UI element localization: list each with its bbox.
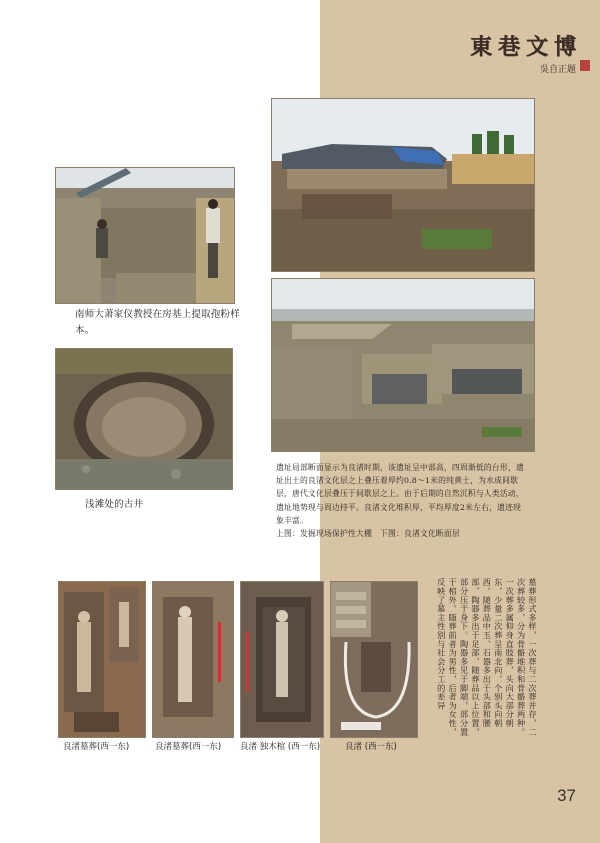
photo-burial-2 xyxy=(152,581,234,738)
photo-burial-3 xyxy=(240,581,324,738)
page-number: 37 xyxy=(557,786,576,805)
photo-professor-sampling xyxy=(55,167,235,304)
caption-burial-2: 良渚墓葬(西一东) xyxy=(155,742,222,752)
calligraphy-title: 東巷文博 xyxy=(470,34,583,60)
photo-ancient-well xyxy=(55,348,233,490)
calligraphy-signature: 吳自正題 xyxy=(540,65,577,75)
photo-burial-4 xyxy=(330,581,418,738)
caption-ancient-well: 浅滩处的古井 xyxy=(85,499,144,510)
photo-burial-1 xyxy=(58,581,146,738)
caption-burial-1: 良渚墓葬(西一东) xyxy=(63,742,130,752)
figure-note: 上图：发掘现场保护性大棚 下图：良渚文化断面层 xyxy=(276,529,460,538)
photo-excavation-shelter xyxy=(271,98,535,272)
seal-stamp xyxy=(580,60,590,71)
caption-burial-4: 良渚 (西一东) xyxy=(345,742,397,752)
burial-description: 墓葬形式多样，一次葬与二次葬并存，二次葬较多，分为骨骼堆积和骨骼葬两种。一次葬多属仰身直肢葬，头向大部分朝东，少量二次葬呈南北向，个别头向朝西。随葬品中玉、石器多出于头部和腰部，陶器多出于足部，随葬品以上位置，部分压于身下。陶器多见于脚端，部分置于棺外。随葬前者为男性，后者为女性，反映了墓主性别与社会分工的差异 xyxy=(436,578,538,737)
article-paragraph: 遗址局部断面显示为良渚时期，该遗址呈中部高，四周渐低的台形，遗址出土的良渚文化层之上叠压着厚约0.8～1米的纯黄土，为水成间歇层，唐代文化层叠压于间歇层之上。由于后期的自然沉积与人类活动，遗址地势现与周边持平。良渚文化堆积厚，平均厚度2米左右，遗迹现象丰富。 xyxy=(276,463,524,525)
caption-burial-3: 良渚 独木棺 (西一东) xyxy=(240,742,321,752)
caption-professor: 南师大萧家仪教授在房基上提取孢粉样本。 xyxy=(75,309,240,336)
photo-cultural-section xyxy=(271,278,535,452)
